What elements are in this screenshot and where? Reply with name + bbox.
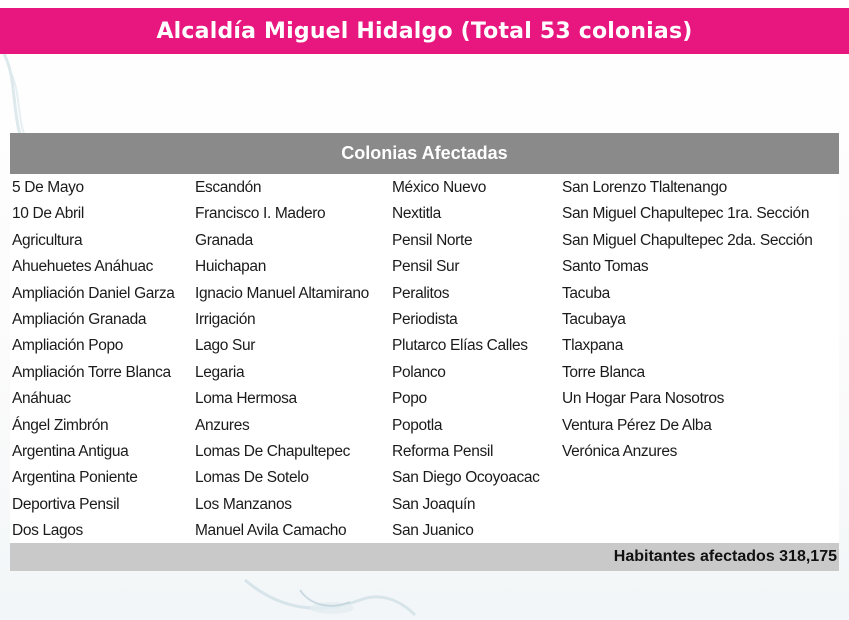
- table-cell: Agricultura: [12, 231, 83, 249]
- table-cell: 10 De Abril: [12, 205, 84, 223]
- table-cell: San Joaquín: [392, 495, 476, 513]
- water-splash-bottom: [240, 570, 420, 620]
- table-cell: Francisco I. Madero: [195, 205, 326, 223]
- table-cell: Los Manzanos: [195, 495, 292, 513]
- table-cell: Ahuehuetes Anáhuac: [12, 258, 154, 276]
- table-cell: 5 De Mayo: [12, 179, 84, 196]
- table-cell: San Miguel Chapultepec 1ra. Sección: [562, 205, 810, 223]
- table-cell: Plutarco Elías Calles: [392, 337, 528, 355]
- table-header-label: Colonias Afectadas: [341, 143, 508, 163]
- table-cell: Huichapan: [195, 258, 266, 276]
- table-cell: Ángel Zimbrón: [12, 416, 109, 434]
- slide-title: Alcaldía Miguel Hidalgo (Total 53 colonias): [156, 18, 693, 44]
- table-cell: Polanco: [392, 363, 446, 381]
- table-cell: Tlaxpana: [562, 337, 623, 355]
- table-cell: Torre Blanca: [562, 363, 645, 381]
- table-cell: Anzures: [195, 416, 250, 434]
- habitantes-total: Habitantes afectados 318,175: [613, 548, 837, 565]
- title-bar: [0, 8, 849, 54]
- table-cell: Ampliación Daniel Garza: [12, 284, 175, 302]
- colonias-table: [10, 133, 839, 571]
- table-cell: Loma Hermosa: [195, 390, 297, 408]
- table-cell: Deportiva Pensil: [12, 495, 120, 513]
- table-cell: Peralitos: [392, 284, 450, 302]
- colonias-grid: [10, 175, 839, 543]
- table-cell: San Miguel Chapultepec 2da. Sección: [562, 231, 813, 249]
- table-cell: Reforma Pensil: [392, 442, 494, 460]
- column-3: [392, 175, 540, 544]
- table-cell: Manuel Avila Camacho: [195, 522, 347, 540]
- table-cell: Ampliación Torre Blanca: [12, 363, 171, 381]
- column-4: [562, 175, 813, 465]
- table-cell: Ampliación Granada: [12, 310, 147, 328]
- table-cell: Periodista: [392, 310, 458, 328]
- table-cell: Lago Sur: [195, 337, 256, 355]
- table-cell: Ventura Pérez De Alba: [562, 416, 712, 434]
- table-cell: Nextitla: [392, 205, 441, 223]
- table-cell: Anáhuac: [12, 390, 71, 408]
- table-cell: Escandón: [195, 179, 262, 196]
- table-cell: Lomas De Sotelo: [195, 469, 309, 487]
- table-cell: México Nuevo: [392, 179, 487, 196]
- table-cell: Ampliación Popo: [12, 337, 124, 355]
- table-header: [10, 133, 839, 174]
- table-cell: Argentina Antigua: [12, 442, 129, 460]
- table-cell: Pensil Sur: [392, 258, 460, 276]
- table-cell: Popotla: [392, 416, 443, 434]
- table-cell: Argentina Poniente: [12, 469, 138, 487]
- table-cell: Tacubaya: [562, 310, 626, 328]
- table-cell: San Juanico: [392, 522, 474, 540]
- table-cell: Un Hogar Para Nosotros: [562, 390, 725, 408]
- table-cell: Lomas De Chapultepec: [195, 442, 350, 460]
- table-cell: Legaria: [195, 363, 245, 381]
- table-cell: Granada: [195, 231, 253, 249]
- table-footer: [10, 543, 839, 571]
- table-cell: Verónica Anzures: [562, 442, 678, 460]
- column-1: [12, 175, 175, 544]
- table-cell: Ignacio Manuel Altamirano: [195, 284, 369, 302]
- table-cell: San Lorenzo Tlaltenango: [562, 179, 727, 196]
- table-cell: Dos Lagos: [12, 522, 83, 540]
- column-2: [195, 175, 369, 544]
- table-cell: Tacuba: [562, 284, 610, 302]
- table-cell: Pensil Norte: [392, 231, 473, 249]
- table-cell: Irrigación: [195, 310, 256, 328]
- table-cell: San Diego Ocoyoacac: [392, 469, 540, 487]
- table-cell: Santo Tomas: [562, 258, 649, 276]
- table-cell: Popo: [392, 390, 427, 408]
